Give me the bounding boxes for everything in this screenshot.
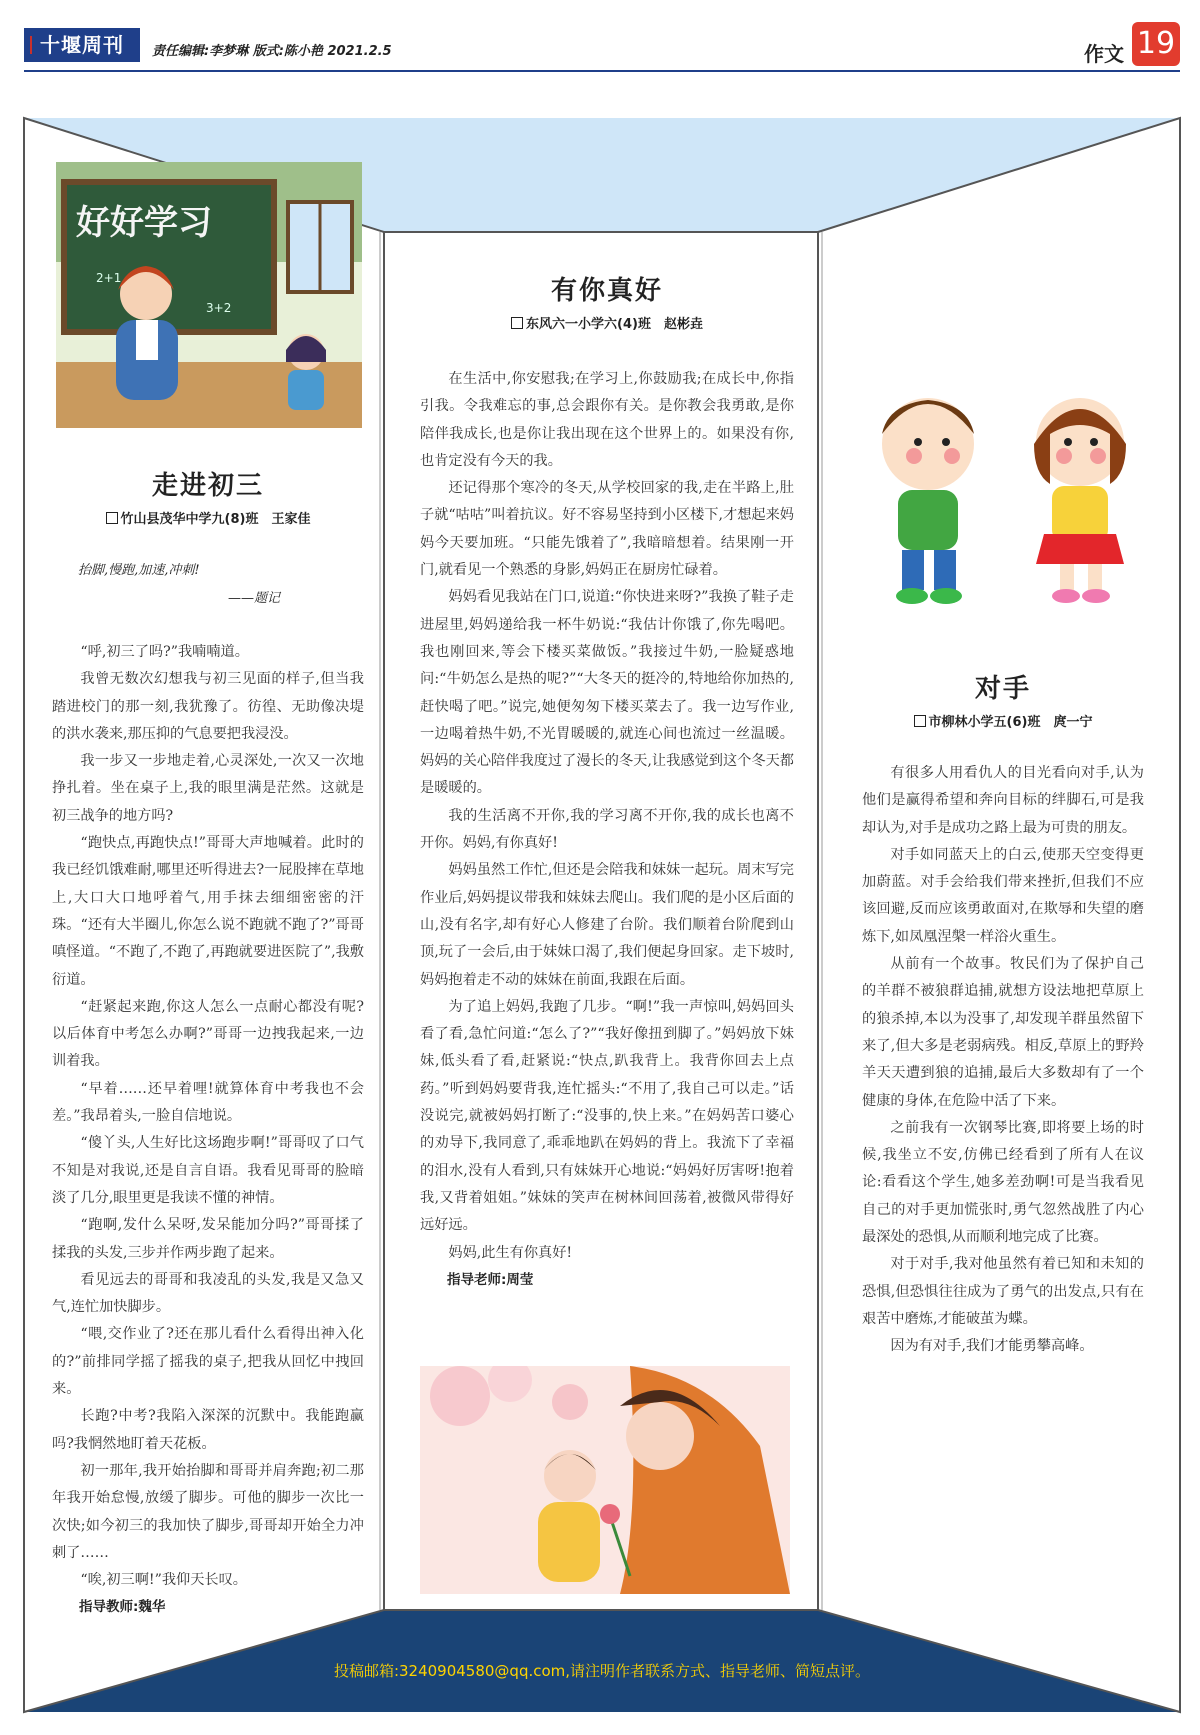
article-byline: 市柳林小学五(6)班 庹一宁 xyxy=(862,711,1144,730)
submission-footer: 投稿邮箱:3240904580@qq.com,请注明作者联系方式、指导老师、简短点评。 xyxy=(333,1662,871,1680)
paragraph: 妈妈看见我站在门口,说道:“你快进来呀?”我换了鞋子走进屋里,妈妈递给我一杯牛奶说:“我估计你饿了,你先喝吧。我也刚回来,等会下楼买菜做饭。”我接过牛奶,一脸疑惑地问:“牛奶怎么是热的呢?”“大冬天的挺冷的,特地给你加热的,赶快喝了吧。”说完,她便匆匆下楼买菜去了。我一边写作业,一边喝着热牛奶,不光胃暖暖的,就连心间也流过一丝温暖。妈妈的关心陪伴我度过了漫长的冬天,让我感觉到这个冬天都是暖暖的。 xyxy=(420,589,794,797)
paragraph: 妈妈虽然工作忙,但还是会陪我和妹妹一起玩。周末写完作业后,妈妈提议带我和妹妹去爬山。我们爬的是小区后面的山,没有名字,却有好心人修建了台阶。我们顺着台阶爬到山顶,玩了一会后,由于妹妹口渴了,我们便起身回家。走下坡时,妈妈抱着走不动的妹妹在前面,我跟在后面。 xyxy=(420,862,794,988)
kids-illustration xyxy=(848,364,1158,606)
advisor-credit: 指导教师:魏华 xyxy=(79,1599,166,1616)
paragraph: 还记得那个寒冷的冬天,从学校回家的我,走在半路上,肚子就“咕咕”叫着抗议。好不容易坚持到小区楼下,才想起来妈妈今天要加班。“只能先饿着了”,我暗暗想着。结果刚一开门,就看见一个熟悉的身影,妈妈正在厨房忙碌着。 xyxy=(420,480,794,579)
paragraph: “早着……还早着哩!就算体育中考我也不会差。”我昂着头,一脸自信地说。 xyxy=(52,1080,364,1125)
article-body xyxy=(52,639,364,1621)
square-bullet-icon xyxy=(914,715,926,727)
article-body xyxy=(420,366,794,1294)
paragraph: 我的生活离不开你,我的学习离不开你,我的成长也离不开你。妈妈,有你真好! xyxy=(420,807,794,852)
paragraph: “跑啊,发什么呆呀,发呆能加分吗?”哥哥揉了揉我的头发,三步并作两步跑了起来。 xyxy=(52,1217,364,1261)
paragraph: 我曾无数次幻想我与初三见面的样子,但当我踏进校门的那一刻,我犹豫了。彷徨、无助像决堤的洪水袭来,那压抑的气息要把我浸没。 xyxy=(52,671,364,742)
paragraph: “傻丫头,人生好比这场跑步啊!”哥哥叹了口气不知是对我说,还是自言自语。我看见哥哥的脸暗淡了几分,眼里更是我读不懂的神情。 xyxy=(52,1135,364,1206)
paragraph: 为了追上妈妈,我跑了几步。“啊!”我一声惊叫,妈妈回头看了看,急忙问道:“怎么了?”“我好像扭到脚了。”妈妈放下妹妹,低头看了看,赶紧说:“快点,趴我背上。我背你回去上点药。”听到妈妈要背我,连忙摇头:“不用了,我自己可以走。”话没说完,就被妈妈打断了:“没事的,快上来。”在妈妈苦口婆心的劝导下,我同意了,乖乖地趴在妈妈的背上。我流下了幸福的泪水,没有人看到,只有妹妹开心地说:“妈妈好厉害呀!抱着我,又背着姐姐。”妹妹的笑声在树林间回荡着,被微风带得好远好远。 xyxy=(420,998,794,1234)
article-left xyxy=(52,465,364,1621)
editor-credits: 责任编辑:李梦琳 版式:陈小艳 2021.2.5 xyxy=(152,44,392,59)
paragraph: 我一步又一步地走着,心灵深处,一次又一次地挣扎着。坐在桌子上,我的眼里满是茫然。这就是初三战争的地方吗? xyxy=(52,753,364,824)
paragraph: “跑快点,再跑快点!”哥哥大声地喊着。此时的我已经饥饿难耐,哪里还听得进去?一屁股摔在草地上,大口大口地呼着气,用手抹去细细密密的汗珠。“还有大半圈儿,你怎么说不跑就不跑了?”哥哥嗔怪道。“不跑了,不跑了,再跑就要进医院了”,我敷衍道。 xyxy=(52,835,364,988)
mother-daughter-illustration xyxy=(420,1366,790,1594)
paragraph: “喂,交作业了?还在那儿看什么看得出神入化的?”前排同学摇了摇我的桌子,把我从回忆中拽回来。 xyxy=(52,1326,364,1398)
paragraph: 对于对手,我对他虽然有着已知和未知的恐惧,但恐惧往往成为了勇气的出发点,只有在艰苦中磨炼,才能破茧为蝶。 xyxy=(862,1256,1144,1327)
article-byline: 东风六一小学六(4)班 赵彬垚 xyxy=(420,313,794,332)
epigraph-attribution: ——题记 xyxy=(228,591,281,606)
article-body xyxy=(862,760,1144,1361)
paragraph: 看见远去的哥哥和我凌乱的头发,我是又急又气,连忙加快脚步。 xyxy=(52,1271,364,1316)
article-right xyxy=(862,668,1144,1361)
svg-text:3+2: 3+2 xyxy=(206,301,232,315)
article-title: 对手 xyxy=(974,674,1031,704)
paragraph: “赶紧起来跑,你这人怎么一点耐心都没有呢?以后体育中考怎么办啊?”哥哥一边拽我起来,一边训着我。 xyxy=(52,998,364,1070)
epigraph xyxy=(52,557,364,613)
article-middle xyxy=(420,270,794,1294)
classroom-illustration xyxy=(56,162,362,428)
section-label: 作文 xyxy=(1084,42,1124,66)
article-title: 走进初三 xyxy=(151,471,264,501)
newspaper-logo: 十堰周刊 xyxy=(24,28,140,62)
paragraph: 长跑?中考?我陷入深深的沉默中。我能跑赢吗?我惘然地盯着天花板。 xyxy=(52,1408,364,1452)
square-bullet-icon xyxy=(106,512,118,524)
paragraph: “呼,初三了吗?”我喃喃道。 xyxy=(80,644,249,660)
square-bullet-icon xyxy=(511,317,523,329)
paragraph: 在生活中,你安慰我;在学习上,你鼓励我;在成长中,你指引我。令我难忘的事,总会跟你有关。是你教会我勇敢,是你陪伴我成长,也是你让我出现在这个世界上的。如果没有你,也肯定没有今天的我。 xyxy=(420,371,794,469)
epigraph-text: 抬脚,慢跑,加速,冲刺! xyxy=(78,563,200,578)
svg-text:2+1: 2+1 xyxy=(96,271,122,285)
paragraph: 因为有对手,我们才能勇攀高峰。 xyxy=(890,1338,1094,1355)
page-number: 19 xyxy=(1132,22,1180,66)
article-byline: 竹山县茂华中学九(8)班 王家佳 xyxy=(52,508,364,527)
article-title: 有你真好 xyxy=(550,276,663,306)
paragraph: 从前有一个故事。牧民们为了保护自己的羊群不被狼群追捕,就想方设法地把草原上的狼杀掉,本以为没事了,却发现羊群虽然留下来了,但大多是老弱病残。相反,草原上的野羚羊天天遭到狼的追捕,最后大多数却有了一个健康的身体,在危险中活了下来。 xyxy=(862,956,1144,1109)
advisor-credit: 指导老师:周莹 xyxy=(447,1271,534,1288)
paragraph: 有很多人用看仇人的目光看向对手,认为他们是赢得希望和奔向目标的绊脚石,可是我却认为,对手是成功之路上最为可贵的朋友。 xyxy=(862,765,1144,836)
blackboard-text: 好好学习 xyxy=(76,203,212,243)
paragraph: 初一那年,我开始抬脚和哥哥并肩奔跑;初二那年我开始怠慢,放缓了脚步。可他的脚步一次比一次快;如今初三的我加快了脚步,哥哥却开始全力冲刺了…… xyxy=(52,1462,364,1561)
paragraph: 对手如同蓝天上的白云,使那天空变得更加蔚蓝。对手会给我们带来挫折,但我们不应该回避,反而应该勇敢面对,在欺辱和失望的磨炼下,如凤凰涅槃一样浴火重生。 xyxy=(862,846,1144,945)
paragraph: “唉,初三啊!”我仰天长叹。 xyxy=(80,1572,247,1589)
paragraph: 妈妈,此生有你真好! xyxy=(448,1244,573,1261)
paragraph: 之前我有一次钢琴比赛,即将要上场的时候,我坐立不安,仿佛已经看到了所有人在议论:看看这个学生,她多差劲啊!可是当我看见自己的对手更加慌张时,勇气忽然战胜了内心最深处的恐惧,从而顺利地完成了比赛。 xyxy=(862,1119,1144,1246)
